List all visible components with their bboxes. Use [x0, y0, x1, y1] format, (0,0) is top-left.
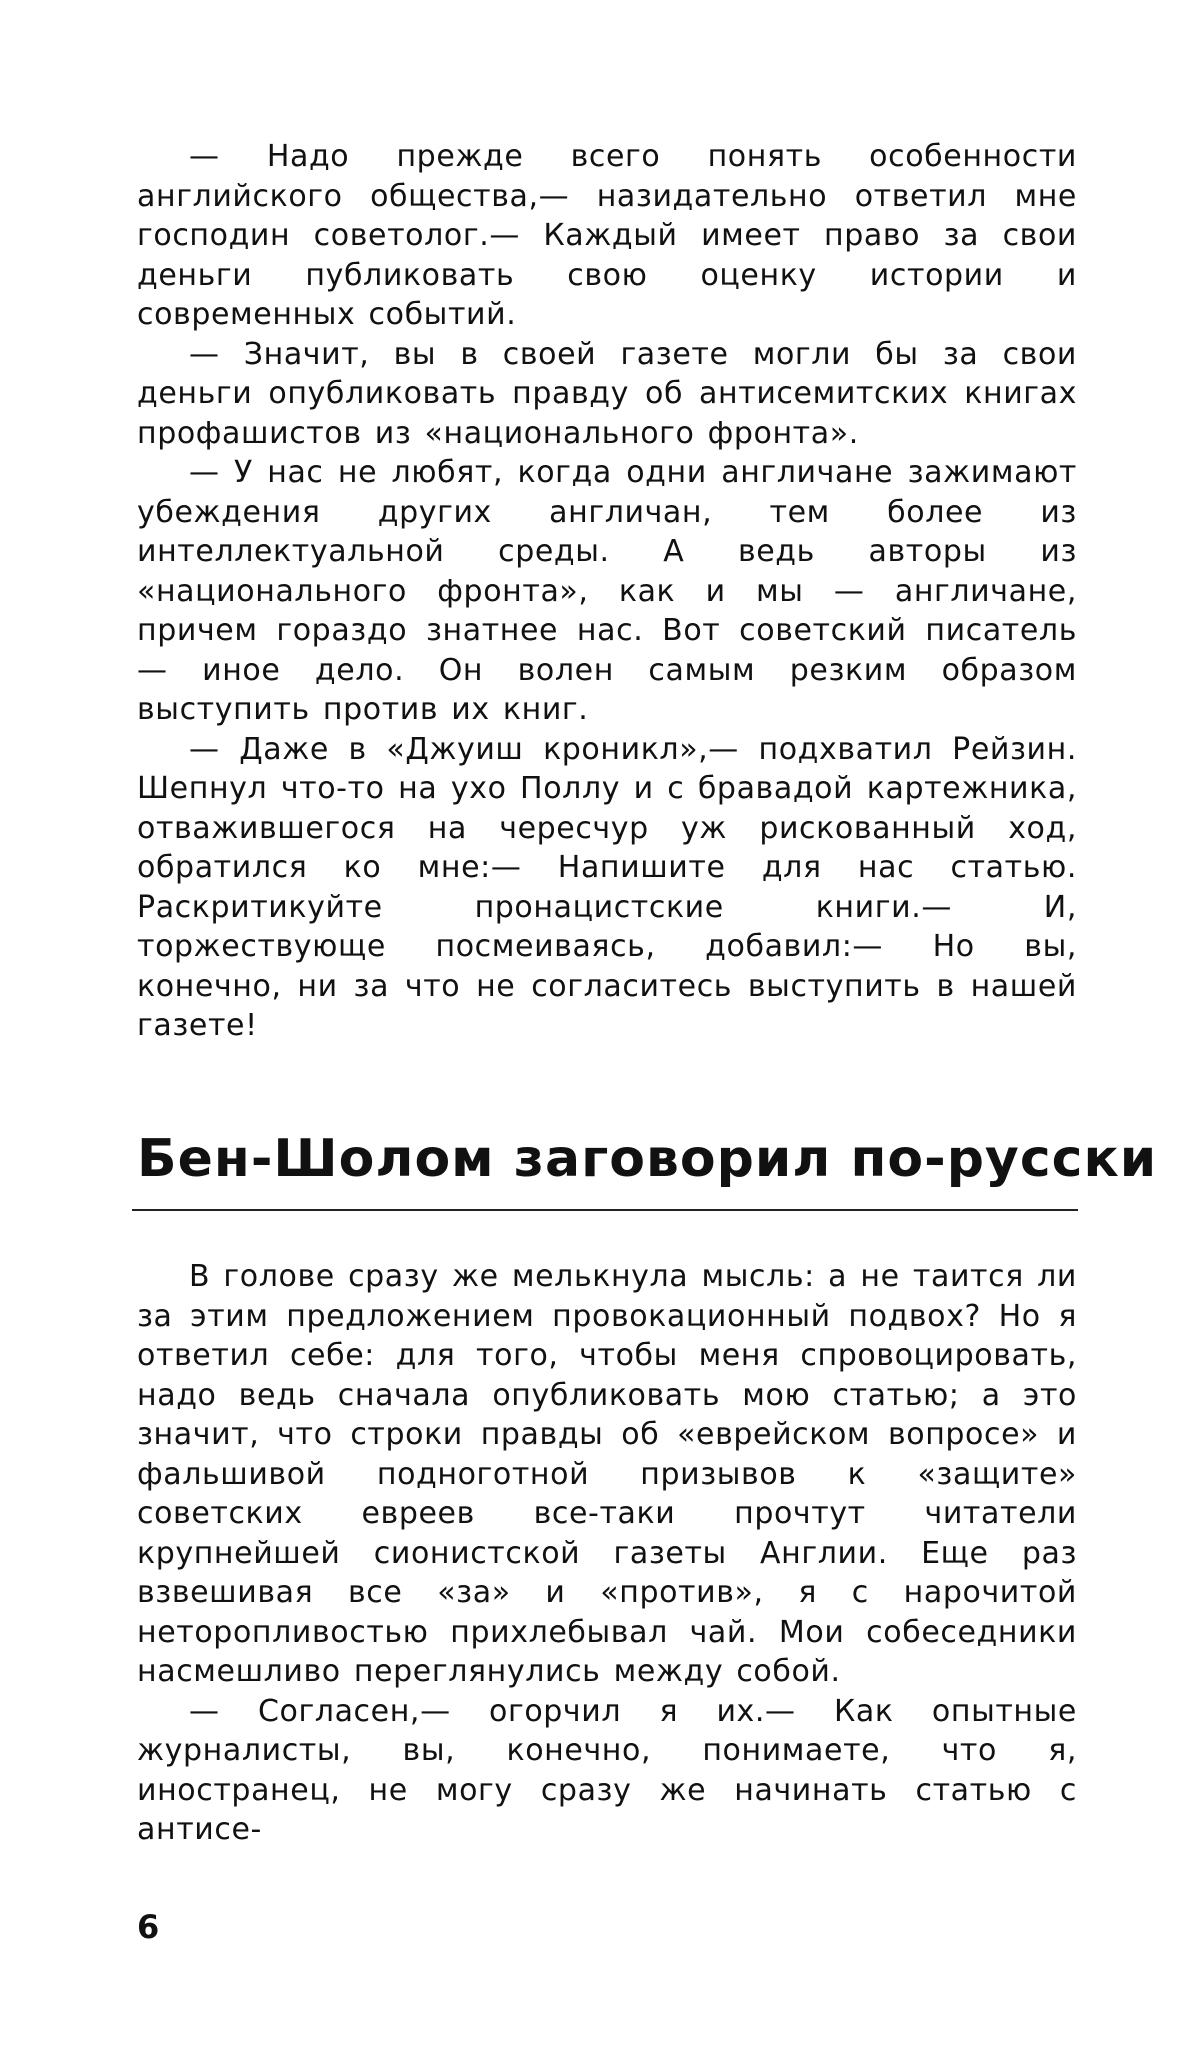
paragraph: В голове сразу же мелькнула мысль: а не таится ли за этим предложением провокационный подвох? Но я ответил себе: для того, чтобы меня спровоцировать, надо ведь сначала опубликовать мою статью; а это значит, что строки правды об «еврейском вопросе» и фальшивой подноготной призывов к «защите» советских евреев все-таки прочтут читатели крупнейшей сионистской газеты Англии. Еще раз взвешивая все «за» и «против», я с нарочитой неторопливостью прихлебывал чай. Мои собеседники насмешливо переглянулись между собой. [137, 1259, 1077, 1689]
paragraph: — Надо прежде всего понять особенности английского общества,— назидательно ответил мне господин советолог.— Каждый имеет право за свои деньги публиковать свою оценку истории и современных событий. [137, 139, 1077, 332]
text-block-top [137, 137, 1077, 1046]
text-block-bottom [137, 1257, 1077, 1850]
paragraph: — Согласен,— огорчил я их.— Как опытные журналисты, вы, конечно, понимаете, что я, иностранец, не могу сразу же начинать статью с антисе- [137, 1693, 1077, 1847]
paragraph: — Даже в «Джуиш кроникл»,— подхватил Рейзин. Шепнул что-то на ухо Поллу и с бравадой картежника, отважившегося на чересчур уж рискованный ход, обратился ко мне:— Напишите для нас статью. Раскритикуйте пронацистские книги.— И, торжествующе посмеиваясь, добавил:— Но вы, конечно, ни за что не согласитесь выступить в нашей газете! [137, 731, 1077, 1043]
paragraph: — Значит, вы в своей газете могли бы за свои деньги опубликовать правду об антисемитских книгах профашистов из «национального фронта». [137, 336, 1077, 451]
chapter-title: Бен-Шолом заговорил по-русски [137, 1129, 1158, 1189]
title-divider [132, 1209, 1078, 1211]
page-number: 6 [137, 1908, 160, 1946]
paragraph: — У нас не любят, когда одни англичане зажимают убеждения других англичан, тем более из интеллектуальной среды. А ведь авторы из «национального фронта», как и мы — англичане, причем гораздо знатнее нас. Вот советский писатель — иное дело. Он волен самым резким образом выступить против их книг. [137, 455, 1077, 727]
